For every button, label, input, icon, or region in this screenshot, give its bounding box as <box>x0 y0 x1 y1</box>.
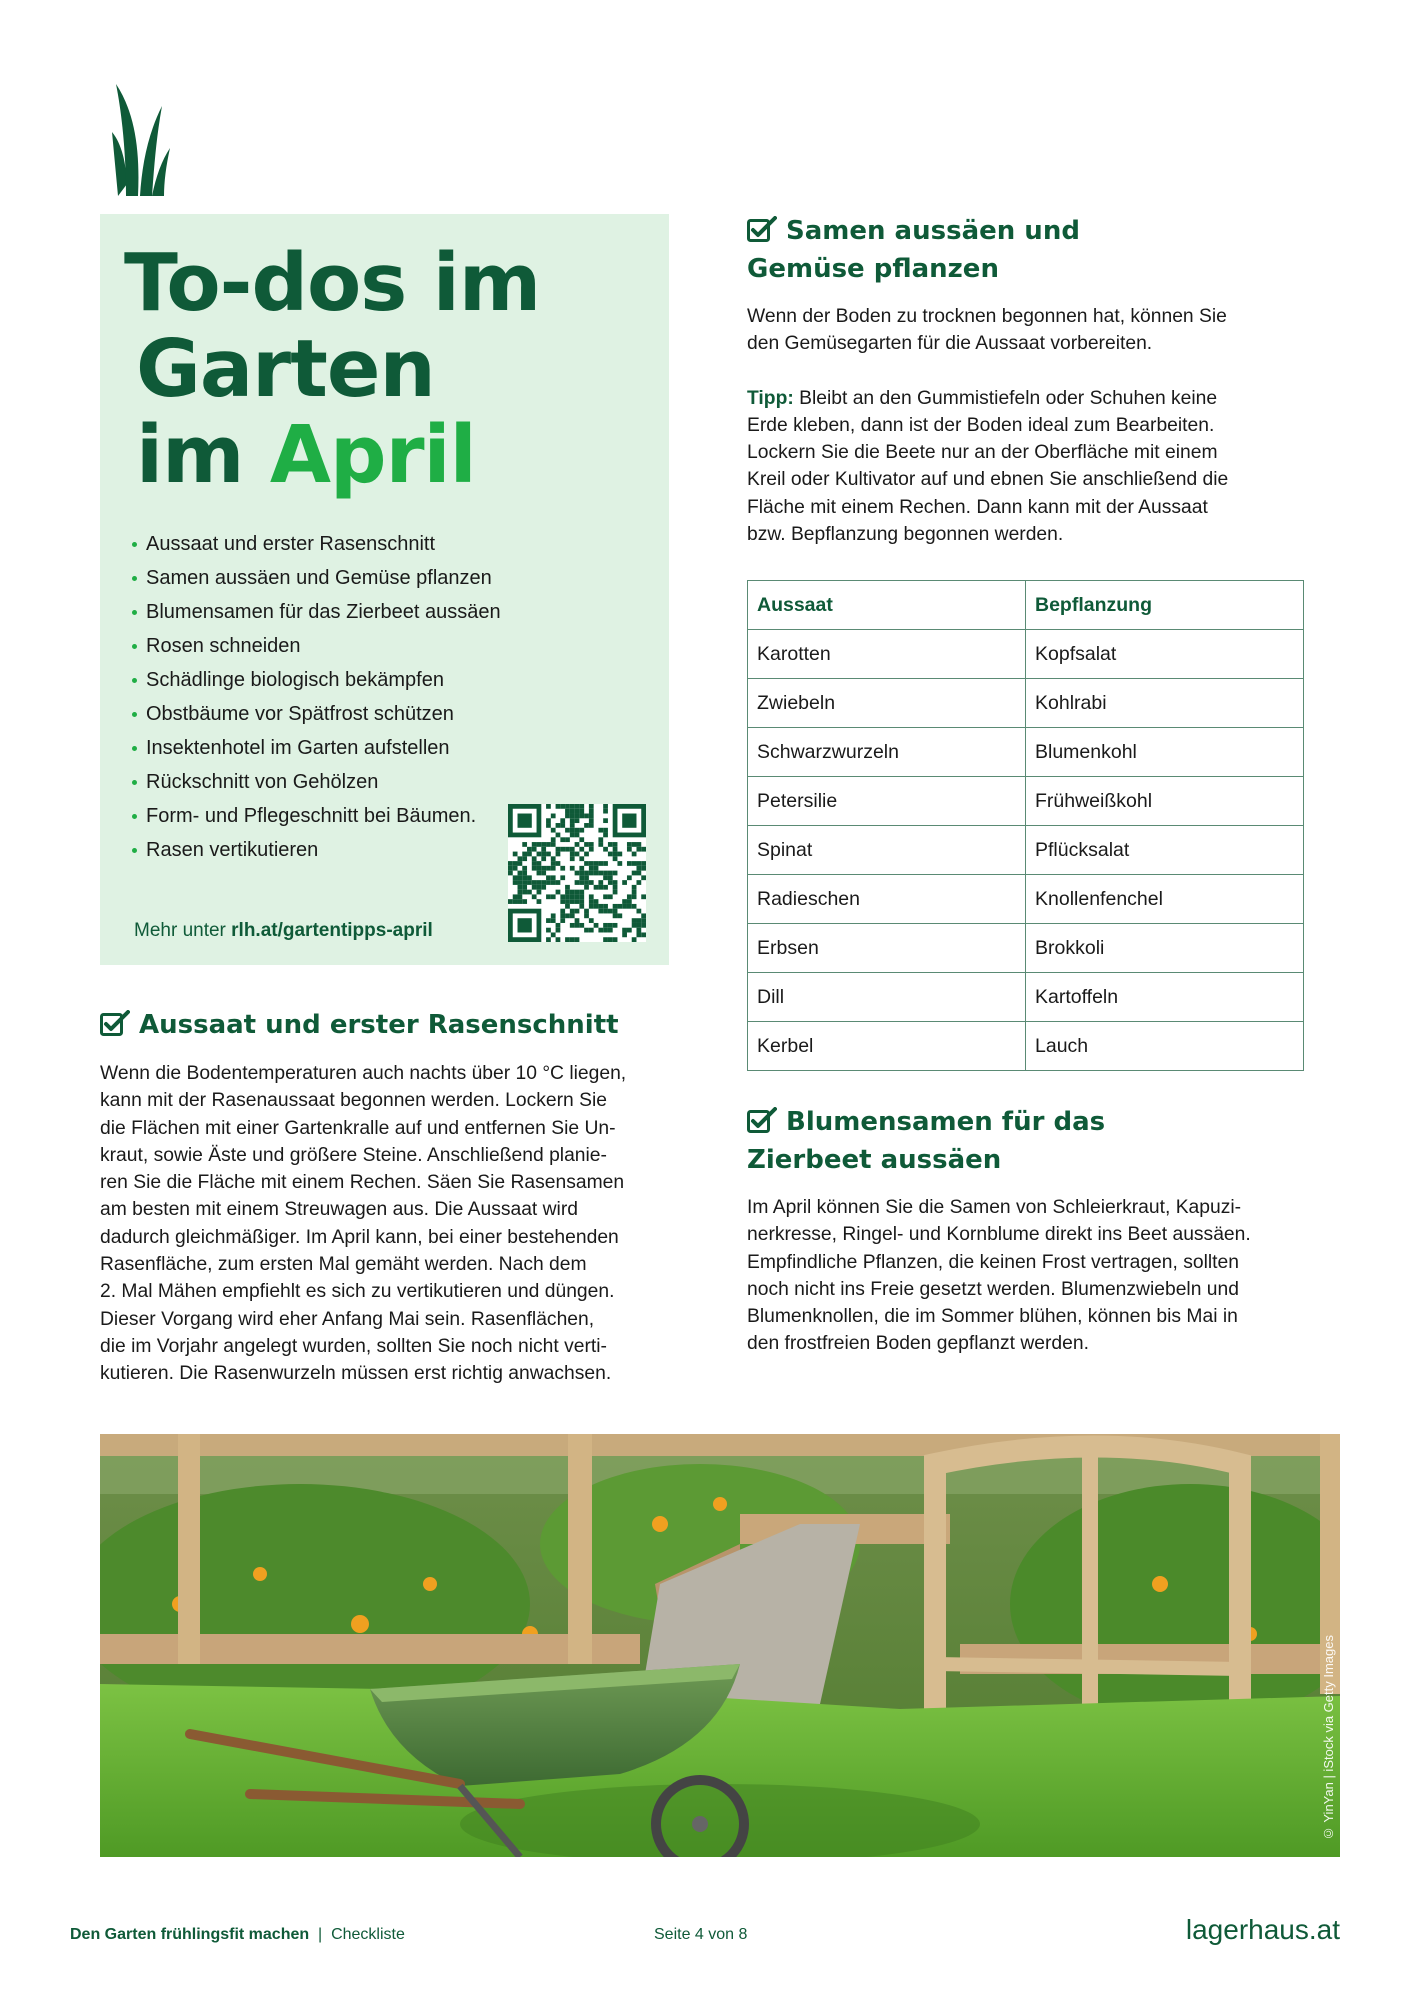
title-line-1: To-dos im <box>124 237 541 329</box>
section-heading-samen <box>747 212 1080 288</box>
text-line: noch nicht ins Freie gesetzt werden. Blumenzwiebeln und <box>747 1278 1239 1300</box>
section-title-line-2: Zierbeet aussäen <box>747 1145 1002 1175</box>
text-line: Dieser Vorgang wird eher Anfang Mai sein. Rasenflächen, <box>100 1308 595 1330</box>
table-row <box>748 728 1304 777</box>
section-heading-blumen <box>747 1103 1105 1179</box>
tip-line <box>747 385 1228 412</box>
text-line: bzw. Bepflanzung begonnen werden. <box>747 524 1064 546</box>
text-line: am besten mit einem Streuwagen aus. Die Aussaat wird <box>100 1199 578 1221</box>
table-row <box>748 630 1304 679</box>
table-cell: Schwarzwurzeln <box>748 728 1026 777</box>
text-line: Wenn die Bodentemperaturen auch nachts über 10 °C liegen, <box>100 1063 627 1084</box>
title-line-2: Garten <box>136 323 435 415</box>
text-line: Empfindliche Pflanzen, die keinen Frost vertragen, sollten <box>747 1251 1239 1273</box>
todo-item: Blumensamen für das Zierbeet aussäen <box>132 595 501 629</box>
checkbox-checked-icon <box>100 1010 130 1036</box>
todo-item: Rasen vertikutieren <box>132 833 501 867</box>
section-title: Aussaat und erster Rasenschnitt <box>139 1010 619 1040</box>
text-line: kutieren. Die Rasenwurzeln müssen erst richtig anwachsen. <box>100 1363 612 1385</box>
text-line: kann mit der Rasenaussaat begonnen werden. Lockern Sie <box>100 1090 607 1112</box>
todo-item: Schädlinge biologisch bekämpfen <box>132 663 501 697</box>
table-cell: Blumenkohl <box>1026 728 1304 777</box>
text-line: dadurch gleichmäßiger. Im April kann, bei einer bestehenden <box>100 1226 619 1248</box>
title-month: April <box>269 409 476 501</box>
tip-text: Bleibt an den Gummistiefeln oder Schuhen keine <box>793 387 1218 409</box>
table-cell: Pflücksalat <box>1026 826 1304 875</box>
grass-logo <box>112 84 170 196</box>
table-row <box>748 826 1304 875</box>
todo-list <box>132 527 501 867</box>
text-line: Im April können Sie die Samen von Schleierkraut, Kapuzi- <box>747 1197 1242 1218</box>
page-number: Seite 4 von 8 <box>654 1926 748 1943</box>
table-cell: Dill <box>748 973 1026 1022</box>
title-line-3-prefix: im <box>136 409 270 501</box>
text-line: kraut, sowie Äste und größere Steine. Anschließend planie- <box>100 1144 607 1166</box>
section-title-line-1: Samen aussäen und <box>786 216 1080 246</box>
text-line: Wenn der Boden zu trocknen begonnen hat, können Sie <box>747 306 1227 327</box>
section-body-samen <box>747 303 1228 548</box>
text-line: Fläche mit einem Rechen. Dann kann mit der Aussaat <box>747 496 1208 518</box>
todo-item: Samen aussäen und Gemüse pflanzen <box>132 561 501 595</box>
footer-type: Checkliste <box>331 1926 405 1943</box>
footer-title: Den Garten frühlingsfit machen <box>70 1926 310 1943</box>
checkbox-checked-icon <box>747 216 777 242</box>
table-cell: Lauch <box>1026 1022 1304 1071</box>
brand-link[interactable]: lagerhaus.at <box>1185 1914 1340 1945</box>
table-row <box>748 875 1304 924</box>
text-line: den Gemüsegarten für die Aussaat vorbereiten. <box>747 333 1153 355</box>
photo-credit: © YinYan | iStock via Getty Images <box>1321 1634 1336 1841</box>
table-cell: Kartoffeln <box>1026 973 1304 1022</box>
table-cell: Brokkoli <box>1026 924 1304 973</box>
todo-panel <box>100 214 669 965</box>
todo-item: Rosen schneiden <box>132 629 501 663</box>
column-header-aussaat: Aussaat <box>748 581 1026 630</box>
table-cell: Erbsen <box>748 924 1026 973</box>
footer-document-info <box>70 1926 405 1944</box>
todo-item: Insektenhotel im Garten aufstellen <box>132 731 501 765</box>
more-link[interactable]: rlh.at/gartentipps-april <box>231 920 433 941</box>
footer-separator: | <box>318 1926 323 1943</box>
text-line: 2. Mal Mähen empfiehlt es sich zu vertikutieren und düngen. <box>100 1281 615 1303</box>
table-cell: Spinat <box>748 826 1026 875</box>
todo-item: Obstbäume vor Spätfrost schützen <box>132 697 501 731</box>
table-row <box>748 1022 1304 1071</box>
table-header-row <box>748 581 1304 630</box>
table-row <box>748 924 1304 973</box>
text-line: Kreil oder Kultivator auf und ebnen Sie anschließend die <box>747 469 1229 491</box>
page-title <box>124 237 654 501</box>
table-cell: Radieschen <box>748 875 1026 924</box>
checkbox-checked-icon <box>747 1107 777 1133</box>
text-line: Lockern Sie die Beete nur an der Oberfläche mit einem <box>747 442 1218 464</box>
text-line: die im Vorjahr angelegt wurden, sollten Sie noch nicht verti- <box>100 1335 607 1357</box>
garden-illustration <box>100 1434 1340 1857</box>
section-title-line-1: Blumensamen für das <box>786 1107 1106 1137</box>
todo-item: Form- und Pflegeschnitt bei Bäumen. <box>132 799 501 833</box>
text-line: Rasenfläche, zum ersten Mal gemäht werden. Nach dem <box>100 1254 587 1276</box>
tip-label: Tipp: <box>747 387 794 409</box>
todo-item: Rückschnitt von Gehölzen <box>132 765 501 799</box>
more-info <box>134 920 433 942</box>
table-cell: Knollenfenchel <box>1026 875 1304 924</box>
text-line: ren Sie die Fläche mit einem Rechen. Säen Sie Rasensamen <box>100 1172 625 1194</box>
text-line: den frostfreien Boden gepflanzt werden. <box>747 1333 1089 1355</box>
section-body-rasen <box>100 1060 626 1388</box>
table-cell: Karotten <box>748 630 1026 679</box>
column-header-bepflanzung: Bepflanzung <box>1026 581 1304 630</box>
table-row <box>748 777 1304 826</box>
section-heading-rasen <box>100 1006 619 1044</box>
section-body-blumen <box>747 1194 1251 1358</box>
planting-table <box>747 580 1304 1071</box>
text-line: Erde kleben, dann ist der Boden ideal zum Bearbeiten. <box>747 414 1215 436</box>
text-line: Blumenknollen, die im Sommer blühen, können bis Mai in <box>747 1306 1238 1328</box>
table-cell: Petersilie <box>748 777 1026 826</box>
table-cell: Kopfsalat <box>1026 630 1304 679</box>
table-cell: Kerbel <box>748 1022 1026 1071</box>
table-cell: Frühweißkohl <box>1026 777 1304 826</box>
table-cell: Zwiebeln <box>748 679 1026 728</box>
table-row <box>748 679 1304 728</box>
todo-item: Aussaat und erster Rasenschnitt <box>132 527 501 561</box>
section-title-line-2: Gemüse pflanzen <box>747 254 999 284</box>
table-cell: Kohlrabi <box>1026 679 1304 728</box>
title-line-3 <box>124 409 654 501</box>
table-row <box>748 973 1304 1022</box>
qr-code-icon[interactable] <box>508 804 646 942</box>
more-prefix: Mehr unter <box>134 920 232 941</box>
text-line: nerkresse, Ringel- und Kornblume direkt ins Beet aussäen. <box>747 1224 1251 1246</box>
text-line: die Flächen mit einer Gartenkralle auf und entfernen Sie Un- <box>100 1117 616 1139</box>
garden-photo <box>100 1434 1340 1857</box>
